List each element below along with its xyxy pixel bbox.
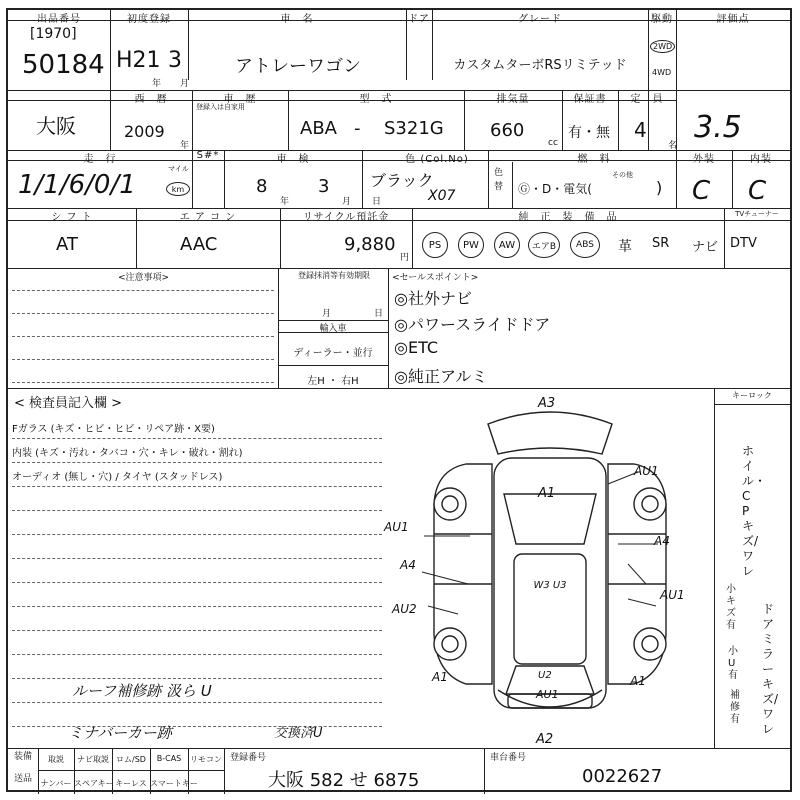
side-text-wheel: ホイル・CPキズ/ワレ — [742, 444, 767, 578]
footer-navi-manual: ナビ取説 — [77, 755, 109, 764]
lot-number-label: 出品番号 — [37, 14, 81, 25]
type-code: S321G — [384, 118, 444, 139]
inspector-glass: Fガラス (キズ・ヒビ・ヒビ・リペア跡・X要) — [12, 424, 215, 435]
fuel-label: 燃 料 — [577, 154, 611, 165]
inspection-year: 8 — [256, 176, 268, 197]
inspection-month-unit: 月 — [342, 197, 352, 207]
region: 大阪 — [36, 114, 76, 138]
color-change-label: 色替 — [494, 168, 504, 192]
plate-value: 大阪 582 せ 6875 — [268, 770, 420, 791]
steering-label: 左H ・ 右H — [307, 376, 359, 387]
footer-smart-key: スマートキー — [150, 779, 198, 788]
lot-year: [1970] — [30, 26, 77, 42]
footer-keyless: キーレス — [115, 779, 147, 788]
ac-label: エ ア コ ン — [179, 212, 237, 223]
send-label: 送品 — [14, 774, 33, 784]
color-value: ブラック — [370, 171, 434, 190]
equip-label: 装備 — [14, 752, 33, 762]
reg-month: 月 — [322, 309, 332, 319]
recycle-value: 9,880 — [344, 234, 396, 255]
equipment-aw: AW — [494, 232, 520, 258]
mileage-value: 1/1/6/0/1 — [18, 170, 136, 200]
equipment-dtv: DTV — [730, 236, 757, 251]
capacity-value: 4 — [634, 118, 647, 142]
inspection-month: 3 — [318, 176, 330, 197]
vin-label: 車台番号 — [490, 753, 527, 763]
mark-au1-right2: AU1 — [660, 588, 685, 602]
equipment-pw: PW — [458, 232, 484, 258]
mark-au1-left: AU1 — [384, 520, 409, 534]
capacity-label: 定 員 — [630, 94, 664, 105]
footer-bcas: B-CAS — [156, 754, 182, 763]
shift-label: シ フ ト — [51, 212, 93, 223]
footer-remote: リモコン — [190, 755, 222, 764]
cc-value: 660 — [490, 120, 525, 141]
sharp-label: S#* — [196, 150, 220, 161]
color-code: X07 — [428, 188, 456, 204]
type-prefix: ABA — [300, 118, 337, 139]
first-registration-month: 3 — [168, 48, 182, 73]
fuel-other: その他 — [612, 171, 633, 179]
sales-point-1: ◎社外ナビ — [394, 289, 472, 308]
drive-4wd: 4WD — [652, 68, 672, 77]
type-label: 型 式 — [359, 94, 393, 105]
caution-label: <注意事項> — [118, 273, 170, 283]
equipment-navi: ナビ — [692, 240, 719, 255]
inspector-title: < 検査員記入欄 > — [14, 396, 123, 411]
fuel-value: Ⓖ・D・電気( — [518, 182, 592, 196]
score-value: 3.5 — [694, 110, 742, 145]
fuel-close: ) — [656, 178, 663, 197]
mark-a4-left: A4 — [400, 558, 416, 572]
footer-manual: 取説 — [48, 755, 64, 764]
grade-label: グレード — [518, 14, 562, 25]
inspection-label: 車 検 — [276, 154, 310, 165]
score-label: 評価点 — [716, 14, 750, 25]
shift-value: AT — [56, 234, 78, 255]
cc-unit: cc — [548, 138, 558, 148]
hand-note-replaced: 交換済U — [274, 726, 323, 741]
side-text-mirror: ドアミラーキズ/ワレ — [762, 602, 779, 736]
mark-a3: A3 — [538, 396, 556, 411]
mark-a2: A2 — [536, 732, 554, 747]
warranty-label: 保証書 — [573, 94, 607, 105]
footer-spare-key: スペアキー — [74, 779, 114, 788]
equipment-ps: PS — [422, 232, 448, 258]
windshield-outline — [504, 494, 596, 544]
equipment-label: 純 正 装 備 品 — [518, 212, 618, 223]
mark-u2: U2 — [538, 670, 552, 681]
mark-a4-right: A4 — [654, 534, 670, 548]
hand-note-roof: ルーフ補修跡 汲ら U — [72, 682, 212, 700]
inspection-year-unit: 年 — [280, 197, 290, 207]
history-label: 車 歴 — [223, 94, 257, 105]
color-label: 色 (Col.No) — [405, 154, 469, 165]
first-registration-label: 初度登録 — [127, 14, 171, 25]
vin-value: 0022627 — [582, 766, 663, 787]
door-label: ドア — [408, 14, 430, 25]
sales-point-2: ◎パワースライドドア — [394, 315, 551, 334]
capacity-unit: 名 — [668, 141, 678, 151]
import-label: 輸入車 — [319, 324, 347, 334]
month-unit: 月 — [180, 79, 190, 89]
mileage-unit-top: マイル — [168, 165, 189, 173]
auction-sheet — [6, 8, 792, 792]
hand-note-marker: ミナバーカー跡 — [68, 724, 172, 742]
reg-expiry-label: 登録抹消等有効期限 — [298, 271, 370, 280]
sales-points-label: <セールスポイント> — [392, 273, 479, 283]
plate-label: 登録番号 — [230, 753, 267, 763]
footer-rom-sd: ロム/SD — [116, 755, 146, 764]
seireki-unit: 年 — [180, 141, 190, 151]
rear-top-outline — [488, 412, 612, 454]
exterior-label: 外装 — [693, 154, 715, 165]
equipment-leather: 革 — [618, 239, 632, 255]
reg-day: 日 — [374, 309, 384, 319]
key-lock-label: キーロック — [732, 391, 772, 400]
mileage-label: 走 行 — [83, 154, 117, 165]
interior-label: 内装 — [750, 154, 772, 165]
equipment-airbag: エアB — [528, 232, 560, 258]
inspection-day-unit: 日 — [372, 197, 382, 207]
car-name-label: 車 名 — [280, 14, 314, 25]
side-text-repair: 補修有 — [730, 690, 740, 725]
mileage-unit: km — [166, 182, 190, 196]
exterior-value: C — [692, 176, 711, 206]
cc-label: 排気量 — [496, 94, 530, 105]
ac-value: AAC — [180, 234, 218, 255]
sales-point-4: ◎純正アルミ — [394, 367, 488, 386]
mark-a1-right-bottom: A1 — [630, 674, 646, 688]
drive-label: 駆動 — [651, 14, 673, 25]
mark-au1-bottom: AU1 — [536, 688, 559, 701]
grade: カスタムターボRSリミテッド — [453, 58, 627, 73]
warranty-value: 有・無 — [568, 125, 610, 141]
dealer-label: ディーラー・並行 — [293, 348, 373, 359]
recycle-unit: 円 — [400, 253, 410, 263]
seireki-label: 西 暦 — [134, 94, 168, 105]
mark-au2-left: AU2 — [392, 602, 417, 616]
seireki: 2009 — [124, 122, 165, 141]
car-name: アトレーワゴン — [235, 56, 361, 77]
tv-tuner-label: TVチューナー — [735, 210, 779, 218]
lot-number: 50184 — [22, 50, 105, 80]
mark-a1-left-bottom: A1 — [432, 670, 448, 684]
side-text-small-scratch: 小キズ有 — [726, 584, 736, 631]
mark-a1-top: A1 — [538, 486, 556, 501]
footer-number-plate: ナンバー — [40, 779, 72, 788]
mark-au1-right: AU1 — [634, 464, 659, 478]
side-text-small-dent: 小U有 — [728, 646, 738, 681]
inspector-interior: 内装 (キズ・汚れ・タバコ・穴・キレ・破れ・割れ) — [12, 448, 243, 459]
mark-center: W3 U3 — [533, 580, 567, 591]
sales-point-3: ◎ETC — [394, 338, 439, 357]
recycle-label: リサイクル預託金 — [302, 212, 390, 223]
roof-outline — [514, 554, 586, 664]
first-registration-era: H21 — [116, 48, 161, 73]
drive-2wd: 2WD — [650, 40, 675, 53]
equipment-sr: SR — [652, 236, 670, 251]
history-note: 登録入は自家用 — [196, 103, 245, 111]
inspector-audio-tire: オーディオ (無し・穴) / タイヤ (スタッドレス) — [12, 472, 223, 483]
equipment-abs: ABS — [570, 232, 600, 258]
interior-value: C — [748, 176, 767, 206]
year-unit: 年 — [152, 79, 162, 89]
type-dash: - — [354, 118, 361, 139]
